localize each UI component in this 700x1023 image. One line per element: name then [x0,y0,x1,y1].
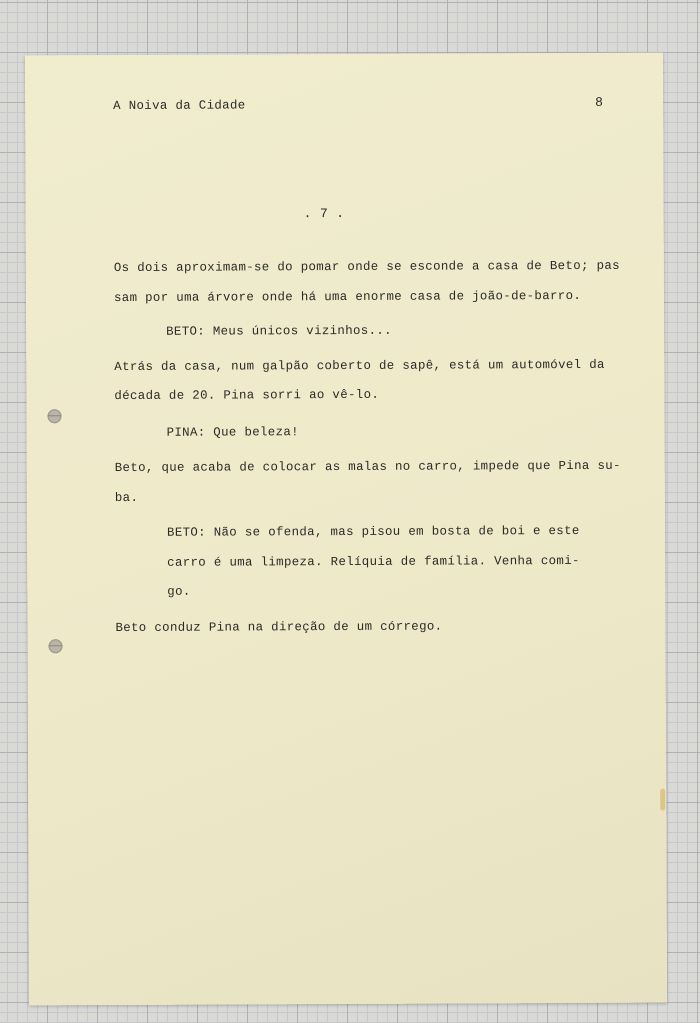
dialogue-line: BETO: Não se ofenda, mas pisou em bosta de boi e este [166,523,580,540]
body-line: Beto, que acaba de colocar as malas no carro, impede que Pina su- [114,458,621,476]
page-number: 8 [595,94,604,110]
scene-number: . 7 . [303,206,345,222]
body-line: década de 20. Pina sorri ao vê-lo. [114,387,380,404]
body-line: sam por uma árvore onde há uma enorme casa de joão-de-barro. [113,288,582,306]
punch-hole [48,639,62,653]
body-line: Atrás da casa, num galpão coberto de sapê, está um automóvel da [114,357,605,375]
body-line: ba. [114,490,139,506]
paper-stain [660,789,665,811]
punch-hole [47,409,61,423]
body-line: Os dois aproximam-se do pomar onde se esconde a casa de Beto; pas [113,258,620,276]
script-title: A Noiva da Cidade [113,98,246,114]
dialogue-line: go. [167,584,191,599]
typewritten-page [25,53,667,1006]
dialogue-line: BETO: Meus únicos vizinhos... [166,323,392,339]
dialogue-line: carro é uma limpeza. Relíquia de família. Venha comi- [167,553,580,570]
dialogue-line: PINA: Que beleza! [166,425,299,440]
body-line: Beto conduz Pina na direção de um córrego. [115,619,443,636]
